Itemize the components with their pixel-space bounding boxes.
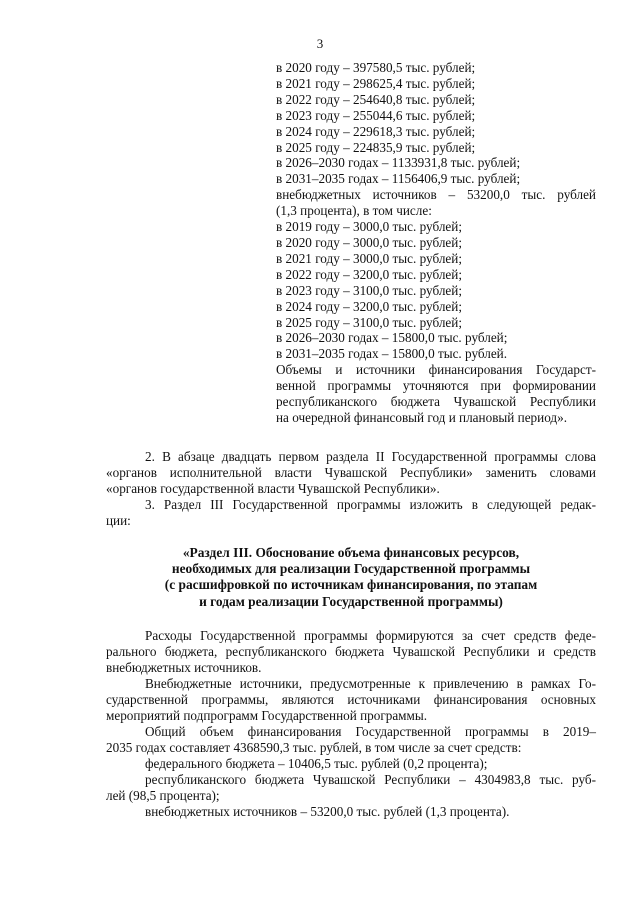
- extra-budget-line: внебюджетных источников – 53200,0 тыс. рублей: [276, 187, 596, 203]
- item-2-paragraph: [106, 449, 596, 497]
- extra-line: в 2019 году – 3000,0 тыс. рублей;: [276, 219, 462, 235]
- text-line: внебюджетных источников.: [106, 659, 262, 675]
- paragraph-1: [106, 628, 596, 676]
- text-line: лей (98,5 процента);: [106, 787, 220, 803]
- extra-line: в 2025 году – 3100,0 тыс. рублей;: [276, 314, 462, 330]
- funding-line: в 2022 году – 254640,8 тыс. рублей;: [276, 91, 476, 107]
- closing-line: Объемы и источники финансирования Государст-: [276, 362, 596, 378]
- closing-line: венной программы уточняются при формировании: [276, 378, 596, 394]
- funding-line: в 2026–2030 годах – 1133931,8 тыс. рублей;: [276, 155, 521, 171]
- paragraph-5: [106, 772, 596, 804]
- text-line: Внебюджетные источники, предусмотренные к привлечению в рамках Го-: [145, 676, 596, 691]
- extra-budget-line: (1,3 процента), в том числе:: [276, 203, 432, 219]
- text-line: ции:: [106, 512, 131, 528]
- text-line: 2. В абзаце двадцать первом раздела II Государственной программы слова: [145, 449, 596, 464]
- extra-line: в 2022 году – 3200,0 тыс. рублей;: [276, 266, 462, 282]
- closing-line: республиканского бюджета Чувашской Республики: [276, 394, 596, 410]
- funding-line: в 2024 году – 229618,3 тыс. рублей;: [276, 123, 476, 139]
- text-line: 3. Раздел III Государственной программы изложить в следующей редак-: [145, 497, 596, 512]
- paragraph-2: [106, 676, 596, 724]
- paragraph-6: [106, 804, 596, 820]
- heading-line: (с расшифровкой по источникам финансирования, по этапам: [164, 577, 538, 593]
- section-heading: [106, 545, 596, 610]
- paragraph-4: [106, 756, 596, 772]
- text-line: внебюджетных источников – 53200,0 тыс. рублей (1,3 процента).: [145, 804, 510, 819]
- text-line: рального бюджета, республиканского бюджета Чувашской Республики и средств: [106, 643, 596, 659]
- text-line: «органов государственной власти Чувашской Республики».: [106, 480, 440, 496]
- funding-line: в 2021 году – 298625,4 тыс. рублей;: [276, 75, 476, 91]
- item-3-paragraph: [106, 497, 596, 529]
- funding-line: в 2025 году – 224835,9 тыс. рублей;: [276, 139, 476, 155]
- paragraph-3: [106, 724, 596, 756]
- text-line: сударственной программы, являются источниками финансирования основных: [106, 691, 596, 707]
- extra-line: в 2023 году – 3100,0 тыс. рублей;: [276, 282, 462, 298]
- heading-line: «Раздел III. Обоснование объема финансовых ресурсов,: [182, 545, 520, 560]
- funding-block: [276, 60, 596, 426]
- funding-line: в 2020 году – 397580,5 тыс. рублей;: [276, 60, 476, 75]
- extra-line: в 2021 году – 3000,0 тыс. рублей;: [276, 250, 462, 266]
- text-line: «органов исполнительной власти Чувашской Республики» заменить словами: [106, 464, 596, 480]
- extra-line: в 2026–2030 годах – 15800,0 тыс. рублей;: [276, 330, 508, 346]
- heading-line: необходимых для реализации Государственной программы: [171, 561, 531, 577]
- funding-line: в 2031–2035 годах – 1156406,9 тыс. рублей;: [276, 171, 521, 187]
- text-line: Расходы Государственной программы формируются за счет средств феде-: [145, 628, 596, 643]
- page-number: 3: [316, 36, 324, 51]
- extra-line: в 2024 году – 3200,0 тыс. рублей;: [276, 298, 462, 314]
- extra-line: в 2020 году – 3000,0 тыс. рублей;: [276, 234, 462, 250]
- extra-line: в 2031–2035 годах – 15800,0 тыс. рублей.: [276, 346, 508, 362]
- text-line: мероприятий подпрограмм Государственной программы.: [106, 707, 428, 723]
- text-line: федерального бюджета – 10406,5 тыс. рублей (0,2 процента);: [145, 756, 488, 771]
- text-line: Общий объем финансирования Государственной программы в 2019–: [145, 724, 596, 739]
- heading-line: и годам реализации Государственной программы): [199, 593, 503, 609]
- text-line: 2035 годах составляет 4368590,3 тыс. рублей, в том числе за счет средств:: [106, 739, 522, 755]
- closing-line: на очередной финансовый год и плановый период».: [276, 409, 568, 425]
- text-line: республиканского бюджета Чувашской Республики – 4304983,8 тыс. руб-: [145, 772, 596, 787]
- funding-line: в 2023 году – 255044,6 тыс. рублей;: [276, 107, 476, 123]
